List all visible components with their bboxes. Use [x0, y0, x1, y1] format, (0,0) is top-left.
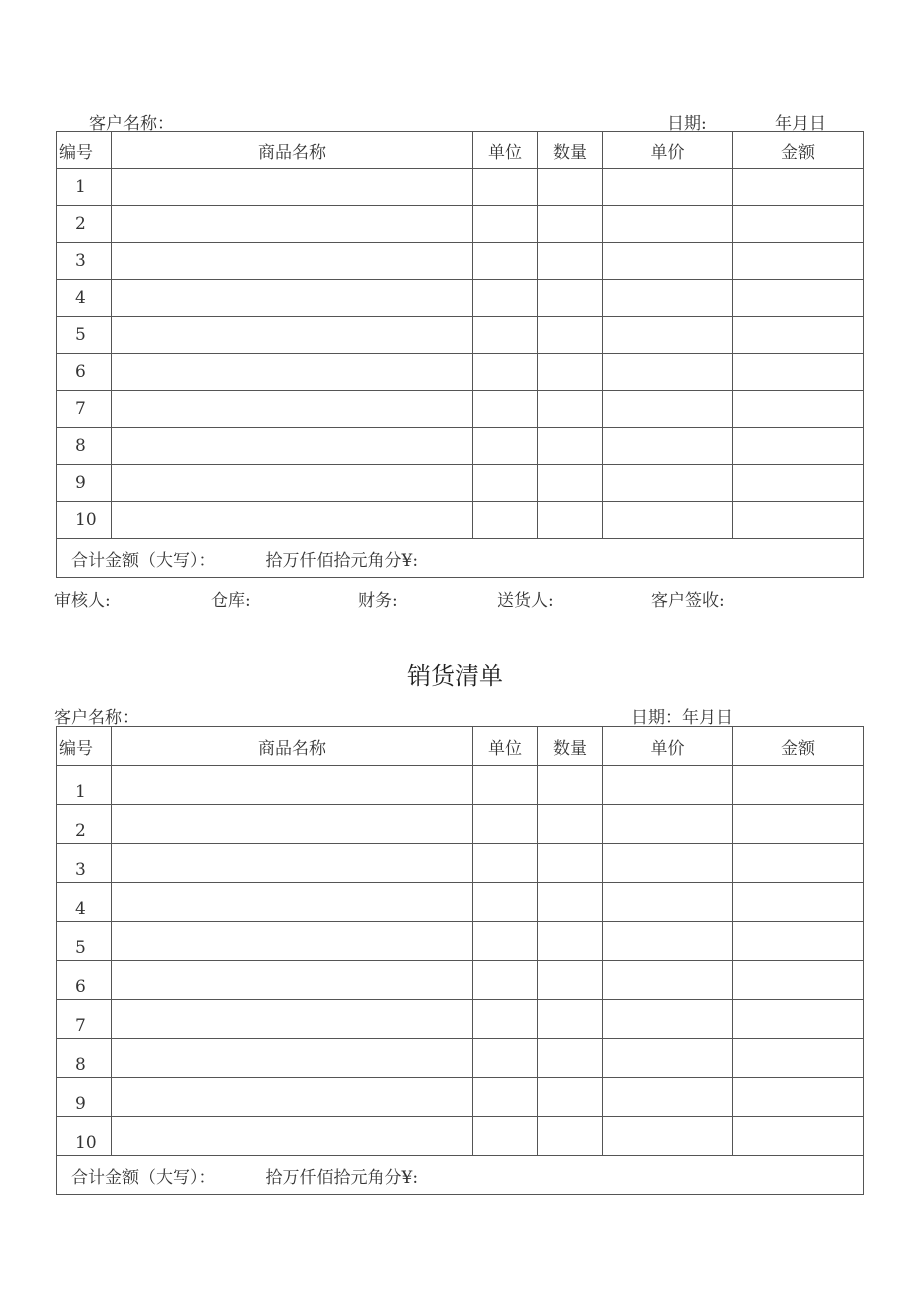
- unit-price-cell[interactable]: [603, 169, 733, 206]
- table-row: [57, 766, 864, 805]
- amount-cell[interactable]: [733, 1078, 864, 1117]
- row-number: 6: [57, 961, 112, 1000]
- unit-cell[interactable]: [473, 1039, 538, 1078]
- row-number: 9: [57, 465, 112, 502]
- sales-table-2: [56, 726, 864, 1195]
- quantity-cell[interactable]: [538, 1000, 603, 1039]
- table-row: [57, 805, 864, 844]
- header-unit-price: 单价: [603, 727, 733, 766]
- unit-price-cell[interactable]: [603, 1000, 733, 1039]
- page-title: 销货清单: [407, 662, 503, 690]
- quantity-cell[interactable]: [538, 428, 603, 465]
- total-amount-label: 合计金额（大写）：: [71, 1167, 216, 1188]
- quantity-cell[interactable]: [538, 922, 603, 961]
- total-row: [57, 1156, 864, 1195]
- row-number: 2: [57, 805, 112, 844]
- product-name-cell[interactable]: [112, 317, 473, 354]
- deliverer-label: 送货人:: [497, 591, 554, 611]
- product-name-cell[interactable]: [112, 883, 473, 922]
- table-header-row: [57, 132, 864, 169]
- row-number: 7: [57, 1000, 112, 1039]
- row-number: 3: [57, 243, 112, 280]
- table-header-row: [57, 727, 864, 766]
- header-amount: 金额: [733, 132, 864, 169]
- row-number: 1: [57, 169, 112, 206]
- total-row: [57, 539, 864, 578]
- product-name-cell[interactable]: [112, 961, 473, 1000]
- amount-cell[interactable]: [733, 1039, 864, 1078]
- amount-cell[interactable]: [733, 844, 864, 883]
- unit-cell[interactable]: [473, 922, 538, 961]
- amount-cell[interactable]: [733, 922, 864, 961]
- unit-price-cell[interactable]: [603, 502, 733, 539]
- quantity-cell[interactable]: [538, 1039, 603, 1078]
- unit-price-cell[interactable]: [603, 428, 733, 465]
- row-number: 8: [57, 1039, 112, 1078]
- table-row: [57, 1117, 864, 1156]
- quantity-cell[interactable]: [538, 502, 603, 539]
- unit-price-cell[interactable]: [603, 922, 733, 961]
- table-row: [57, 317, 864, 354]
- unit-price-cell[interactable]: [603, 280, 733, 317]
- header-number: 编号: [57, 132, 112, 169]
- product-name-cell[interactable]: [112, 922, 473, 961]
- total-amount-units: 拾万仟佰拾元角分¥:: [265, 550, 419, 571]
- unit-cell[interactable]: [473, 805, 538, 844]
- amount-cell[interactable]: [733, 961, 864, 1000]
- product-name-cell[interactable]: [112, 1117, 473, 1156]
- amount-cell[interactable]: [733, 883, 864, 922]
- table-row: [57, 1000, 864, 1039]
- product-name-cell[interactable]: [112, 1039, 473, 1078]
- product-name-cell[interactable]: [112, 844, 473, 883]
- quantity-cell[interactable]: [538, 317, 603, 354]
- quantity-cell[interactable]: [538, 354, 603, 391]
- amount-cell[interactable]: [733, 317, 864, 354]
- customer-name-label: 客户名称：: [54, 708, 139, 728]
- unit-cell[interactable]: [473, 280, 538, 317]
- date-label: 日期：年月日: [631, 708, 733, 728]
- table-row: [57, 883, 864, 922]
- finance-label: 财务:: [358, 591, 398, 611]
- header-unit: 单位: [473, 132, 538, 169]
- row-number: 4: [57, 280, 112, 317]
- quantity-cell[interactable]: [538, 206, 603, 243]
- unit-price-cell[interactable]: [603, 243, 733, 280]
- unit-price-cell[interactable]: [603, 1078, 733, 1117]
- product-name-cell[interactable]: [112, 354, 473, 391]
- unit-cell[interactable]: [473, 766, 538, 805]
- row-number: 3: [57, 844, 112, 883]
- header-unit-price: 单价: [603, 132, 733, 169]
- product-name-cell[interactable]: [112, 465, 473, 502]
- product-name-cell[interactable]: [112, 502, 473, 539]
- amount-cell[interactable]: [733, 354, 864, 391]
- row-number: 10: [57, 502, 112, 539]
- quantity-cell[interactable]: [538, 169, 603, 206]
- amount-cell[interactable]: [733, 766, 864, 805]
- table-row: [57, 1039, 864, 1078]
- amount-cell[interactable]: [733, 1117, 864, 1156]
- unit-cell[interactable]: [473, 502, 538, 539]
- product-name-cell[interactable]: [112, 428, 473, 465]
- table-row: [57, 354, 864, 391]
- row-number: 10: [57, 1117, 112, 1156]
- quantity-cell[interactable]: [538, 1078, 603, 1117]
- table-row: [57, 280, 864, 317]
- unit-price-cell[interactable]: [603, 1117, 733, 1156]
- quantity-cell[interactable]: [538, 280, 603, 317]
- unit-cell[interactable]: [473, 844, 538, 883]
- unit-cell[interactable]: [473, 428, 538, 465]
- total-amount-cell[interactable]: [57, 1156, 864, 1195]
- unit-cell[interactable]: [473, 883, 538, 922]
- amount-cell[interactable]: [733, 169, 864, 206]
- quantity-cell[interactable]: [538, 805, 603, 844]
- unit-price-cell[interactable]: [603, 844, 733, 883]
- total-amount-units: 拾万仟佰拾元角分¥:: [265, 1167, 419, 1188]
- amount-cell[interactable]: [733, 280, 864, 317]
- amount-cell[interactable]: [733, 465, 864, 502]
- unit-price-cell[interactable]: [603, 766, 733, 805]
- product-name-cell[interactable]: [112, 766, 473, 805]
- product-name-cell[interactable]: [112, 169, 473, 206]
- unit-cell[interactable]: [473, 206, 538, 243]
- product-name-cell[interactable]: [112, 243, 473, 280]
- table-row: [57, 961, 864, 1000]
- row-number: 5: [57, 922, 112, 961]
- header-product-name: 商品名称: [112, 727, 473, 766]
- customer-sign-label: 客户签收:: [651, 591, 725, 611]
- unit-price-cell[interactable]: [603, 354, 733, 391]
- table-row: [57, 243, 864, 280]
- table-row: [57, 206, 864, 243]
- unit-cell[interactable]: [473, 465, 538, 502]
- unit-price-cell[interactable]: [603, 805, 733, 844]
- unit-cell[interactable]: [473, 1078, 538, 1117]
- amount-cell[interactable]: [733, 206, 864, 243]
- row-number: 8: [57, 428, 112, 465]
- header-number: 编号: [57, 727, 112, 766]
- header-quantity: 数量: [538, 132, 603, 169]
- amount-cell[interactable]: [733, 1000, 864, 1039]
- unit-cell[interactable]: [473, 961, 538, 1000]
- amount-cell[interactable]: [733, 428, 864, 465]
- unit-cell[interactable]: [473, 1000, 538, 1039]
- warehouse-label: 仓库:: [211, 591, 251, 611]
- product-name-cell[interactable]: [112, 1000, 473, 1039]
- unit-cell[interactable]: [473, 354, 538, 391]
- row-number: 5: [57, 317, 112, 354]
- unit-cell[interactable]: [473, 391, 538, 428]
- unit-cell[interactable]: [473, 169, 538, 206]
- header-amount: 金额: [733, 727, 864, 766]
- unit-price-cell[interactable]: [603, 883, 733, 922]
- table-row: [57, 844, 864, 883]
- unit-cell[interactable]: [473, 243, 538, 280]
- amount-cell[interactable]: [733, 243, 864, 280]
- quantity-cell[interactable]: [538, 465, 603, 502]
- quantity-cell[interactable]: [538, 766, 603, 805]
- unit-price-cell[interactable]: [603, 317, 733, 354]
- unit-price-cell[interactable]: [603, 206, 733, 243]
- unit-price-cell[interactable]: [603, 1039, 733, 1078]
- header-quantity: 数量: [538, 727, 603, 766]
- quantity-cell[interactable]: [538, 243, 603, 280]
- row-number: 6: [57, 354, 112, 391]
- product-name-cell[interactable]: [112, 206, 473, 243]
- sales-table-1: [56, 131, 864, 578]
- quantity-cell[interactable]: [538, 883, 603, 922]
- row-number: 2: [57, 206, 112, 243]
- table-row: [57, 922, 864, 961]
- date-value: 年月日: [775, 114, 826, 134]
- amount-cell[interactable]: [733, 391, 864, 428]
- quantity-cell[interactable]: [538, 391, 603, 428]
- product-name-cell[interactable]: [112, 805, 473, 844]
- table-row: [57, 502, 864, 539]
- reviewer-label: 审核人:: [54, 591, 111, 611]
- quantity-cell[interactable]: [538, 961, 603, 1000]
- table-row: [57, 465, 864, 502]
- unit-cell[interactable]: [473, 317, 538, 354]
- amount-cell[interactable]: [733, 805, 864, 844]
- table-row: [57, 428, 864, 465]
- amount-cell[interactable]: [733, 502, 864, 539]
- unit-cell[interactable]: [473, 1117, 538, 1156]
- header-unit: 单位: [473, 727, 538, 766]
- total-amount-label: 合计金额（大写）：: [71, 550, 216, 571]
- customer-name-label: 客户名称：: [89, 114, 174, 134]
- unit-price-cell[interactable]: [603, 961, 733, 1000]
- header-product-name: 商品名称: [112, 132, 473, 169]
- row-number: 9: [57, 1078, 112, 1117]
- unit-price-cell[interactable]: [603, 465, 733, 502]
- table-row: [57, 391, 864, 428]
- table-row: [57, 169, 864, 206]
- table-row: [57, 1078, 864, 1117]
- quantity-cell[interactable]: [538, 1117, 603, 1156]
- date-label: 日期:: [667, 114, 707, 134]
- product-name-cell[interactable]: [112, 280, 473, 317]
- row-number: 1: [57, 766, 112, 805]
- row-number: 4: [57, 883, 112, 922]
- unit-price-cell[interactable]: [603, 391, 733, 428]
- total-amount-cell[interactable]: [57, 539, 864, 578]
- quantity-cell[interactable]: [538, 844, 603, 883]
- row-number: 7: [57, 391, 112, 428]
- product-name-cell[interactable]: [112, 391, 473, 428]
- product-name-cell[interactable]: [112, 1078, 473, 1117]
